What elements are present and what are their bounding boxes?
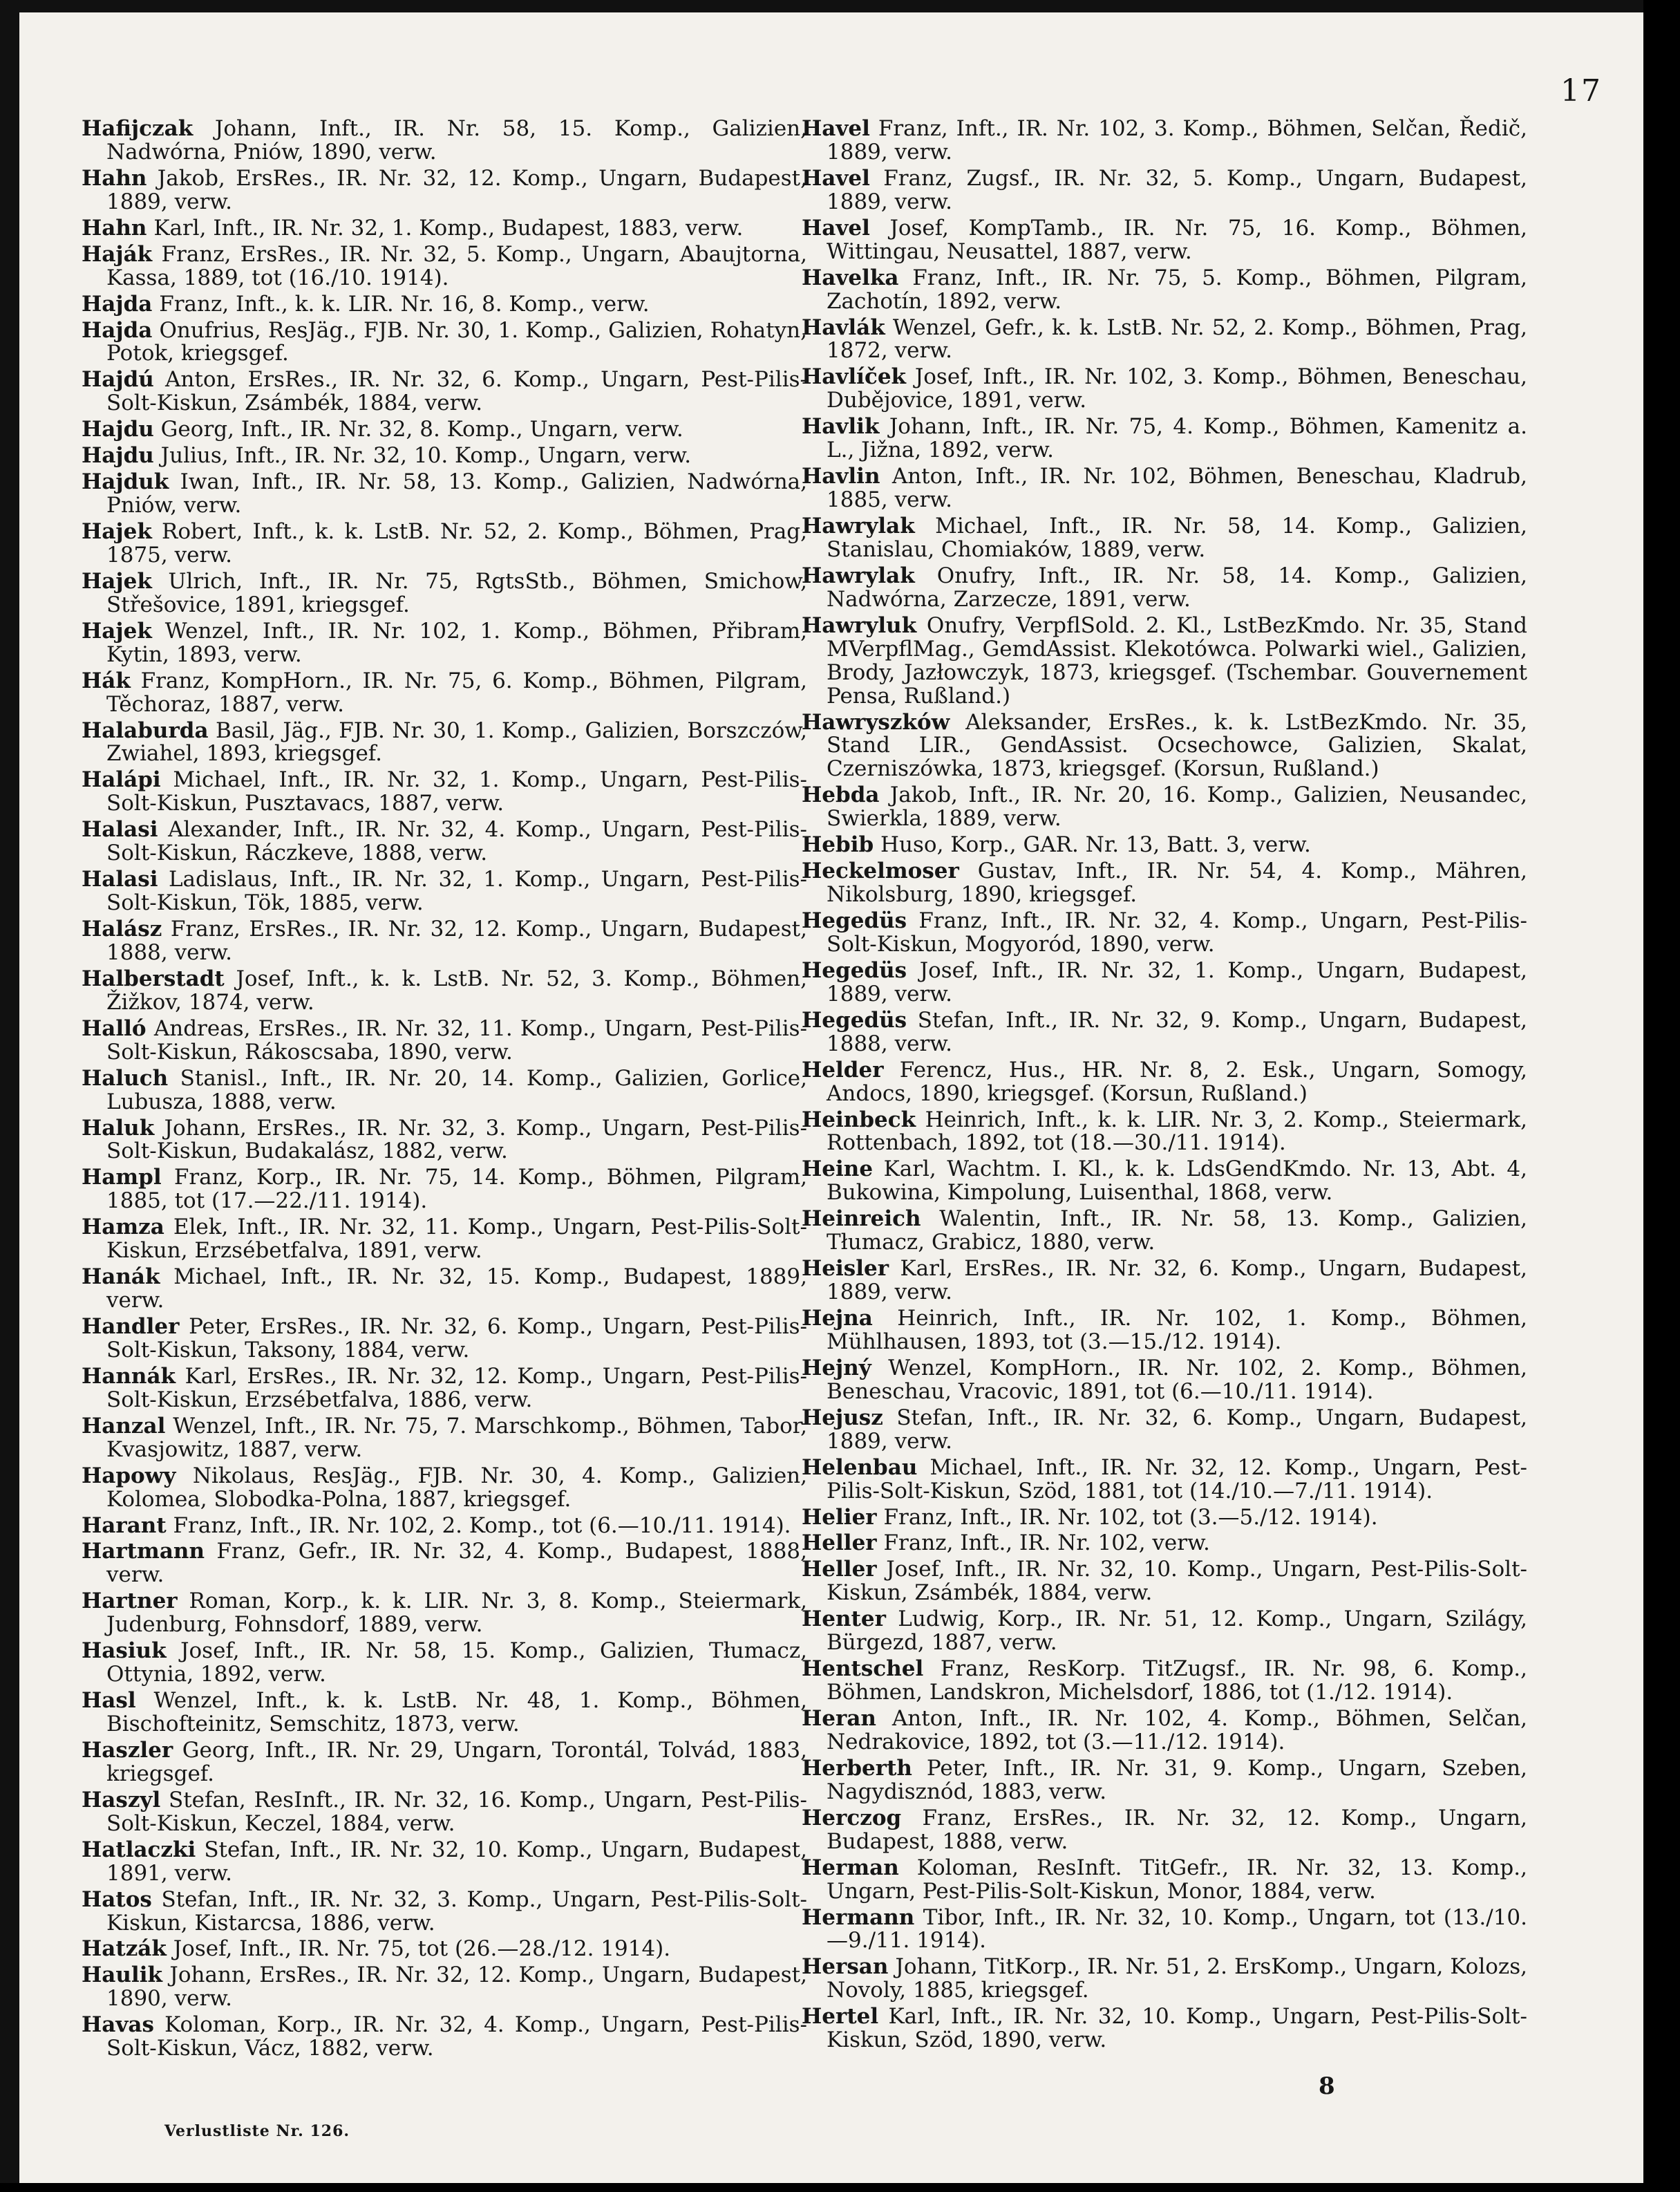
entry-surname: Havel: [802, 165, 870, 191]
entry-surname: Hawrylak: [802, 563, 915, 588]
entry-surname: Havlik: [802, 414, 880, 440]
casualty-entry: [802, 711, 1527, 782]
entry-details: Onufry, VerpflSold. 2. Kl., LstBezKmdo. Nr. 35, Stand MVerpflMag., GemdAssist. Klekotówca. Polwarki wiel., Galizien, Brody, Jazłowczyk, 1873, kriegsgef. (Tschembar. Gouvernement Pensa, Rußland.): [827, 612, 1527, 709]
entry-details: Josef, Inft., k. k. LstB. Nr. 52, 3. Komp., Böhmen, Žižkov, 1874, verw.: [106, 966, 807, 1015]
entry-surname: Hajda: [82, 317, 153, 343]
entry-surname: Havel: [802, 215, 870, 241]
entry-surname: Havel: [802, 116, 870, 141]
casualty-entry: [82, 1839, 807, 1886]
entry-details: Anton, ErsRes., IR. Nr. 32, 6. Komp., Ungarn, Pest-Pilis-Solt-Kiskun, Zsámbék, 1884, verw.: [106, 367, 807, 416]
entry-details: Wenzel, Inft., k. k. LstB. Nr. 48, 1. Komp., Böhmen, Bischofteinitz, Semschitz, 1873, verw.: [106, 1688, 807, 1736]
casualty-entry: [802, 1009, 1527, 1056]
casualty-entry: [82, 1117, 807, 1164]
casualty-entry: [802, 2005, 1527, 2052]
casualty-entry: [82, 319, 807, 366]
casualty-entry: [82, 1465, 807, 1512]
casualty-entry: [802, 1857, 1527, 1904]
entry-details: Tibor, Inft., IR. Nr. 32, 10. Komp., Ungarn, tot (13./10.—9./11. 1914).: [827, 1904, 1527, 1954]
entry-surname: Heisler: [802, 1256, 889, 1282]
casualty-entry: [82, 1739, 807, 1786]
entry-surname: Havas: [82, 2012, 154, 2038]
casualty-entry: [802, 1109, 1527, 1156]
entry-details: Julius, Inft., IR. Nr. 32, 10. Komp., Ungarn, verw.: [160, 443, 692, 469]
entry-surname: Henter: [802, 1606, 886, 1632]
entry-surname: Hegedüs: [802, 1007, 907, 1033]
casualty-entry: [802, 267, 1527, 314]
casualty-entry: [82, 444, 807, 468]
casualty-entry: [802, 1257, 1527, 1304]
casualty-entry: [82, 368, 807, 415]
casualty-entry: [802, 415, 1527, 462]
entry-details: Heinrich, Inft., k. k. LIR. Nr. 3, 2. Komp., Steiermark, Rottenbach, 1892, tot (18.—30./11. 1914).: [827, 1107, 1527, 1156]
entry-surname: Heinreich: [802, 1206, 921, 1232]
entry-details: Iwan, Inft., IR. Nr. 58, 13. Komp., Galizien, Nadwórna, Pniów, verw.: [106, 469, 807, 518]
entry-details: Franz, Inft., IR. Nr. 102, tot (3.—5./12. 1914).: [883, 1504, 1378, 1530]
entry-details: Josef, Inft., IR. Nr. 75, tot (26.—28./12. 1914).: [173, 1936, 671, 1962]
entry-surname: Haják: [82, 241, 153, 267]
casualty-entry: [82, 1938, 807, 1961]
entry-details: Elek, Inft., IR. Nr. 32, 11. Komp., Ungarn, Pest-Pilis-Solt-Kiskun, Erzsébetfalva, 1891, verw.: [106, 1215, 807, 1264]
casualty-entry: [802, 1532, 1527, 1555]
casualty-entry: [802, 1757, 1527, 1804]
entry-surname: Hersan: [802, 1954, 889, 1980]
casualty-entry: [82, 1886, 807, 1936]
casualty-entry: [802, 366, 1527, 413]
casualty-entry: [802, 1407, 1527, 1454]
entry-details: Peter, Inft., IR. Nr. 31, 9. Komp., Ungarn, Szeben, Nagydisznód, 1883, verw.: [827, 1755, 1527, 1804]
entry-details: Michael, Inft., IR. Nr. 32, 15. Komp., Budapest, 1889, verw.: [106, 1264, 807, 1313]
entry-surname: Halberstadt: [82, 966, 225, 991]
entry-surname: Hawrylak: [802, 514, 915, 538]
casualty-entry: [82, 1067, 807, 1114]
entry-details: Nikolaus, ResJäg., FJB. Nr. 30, 4. Komp., Galizien, Kolomea, Slobodka-Polna, 1887, kriegsgef.: [106, 1463, 807, 1512]
entry-surname: Hamza: [82, 1215, 164, 1240]
entry-details: Koloman, Korp., IR. Nr. 32, 4. Komp., Ungarn, Pest-Pilis-Solt-Kiskun, Vácz, 1882, verw.: [106, 2012, 807, 2061]
casualty-entry: [802, 860, 1527, 907]
entry-surname: Herczog: [802, 1805, 902, 1830]
entry-details: Roman, Korp., k. k. LIR. Nr. 3, 8. Komp., Steiermark, Judenburg, Fohnsdorf, 1889, verw.: [106, 1589, 807, 1638]
entry-details: Franz, Korp., IR. Nr. 75, 14. Komp., Böhmen, Pilgram, 1885, tot (17.—22./11. 1914).: [106, 1165, 807, 1214]
entry-surname: Hapowy: [82, 1463, 176, 1488]
casualty-entry: [82, 1415, 807, 1462]
casualty-entry: [82, 1590, 807, 1637]
casualty-entry: [802, 1658, 1527, 1705]
casualty-entry: [802, 317, 1527, 364]
entry-details: Josef, Inft., IR. Nr. 102, 3. Komp., Böhmen, Beneschau, Dubějovice, 1891, verw.: [827, 364, 1527, 413]
entry-surname: Haszler: [82, 1737, 173, 1763]
entry-details: Anton, Inft., IR. Nr. 102, Böhmen, Beneschau, Kladrub, 1885, verw.: [827, 464, 1527, 513]
entry-details: Robert, Inft., k. k. LstB. Nr. 52, 2. Komp., Böhmen, Prag, 1875, verw.: [106, 519, 807, 568]
casualty-entry: [82, 1964, 807, 2011]
entry-surname: Hasl: [82, 1688, 136, 1714]
casualty-entry: [802, 1357, 1527, 1404]
entry-surname: Hartner: [82, 1589, 178, 1614]
entry-details: Johann, Inft., IR. Nr. 58, 15. Komp., Galizien, Nadwórna, Pniów, 1890, verw.: [106, 116, 808, 165]
entry-surname: Hawryluk: [802, 612, 917, 638]
entry-surname: Hentschel: [802, 1656, 924, 1682]
right-column: [802, 118, 1527, 2055]
entry-details: Ulrich, Inft., IR. Nr. 75, RgtsStb., Böhmen, Smichow, Střešovice, 1891, kriegsgef.: [106, 568, 807, 617]
entry-surname: Harant: [82, 1512, 167, 1538]
casualty-entry: [802, 959, 1527, 1006]
casualty-entry: [802, 1456, 1527, 1504]
entry-surname: Havlák: [802, 315, 885, 340]
entry-details: Franz, Zugsf., IR. Nr. 32, 5. Komp., Ungarn, Budapest, 1889, verw.: [827, 165, 1527, 214]
casualty-entry: [82, 418, 807, 442]
entry-details: Franz, Inft., IR. Nr. 102, verw.: [883, 1530, 1210, 1556]
casualty-entry: [82, 293, 807, 317]
casualty-entry: [802, 1059, 1527, 1106]
entry-surname: Hatzák: [82, 1936, 167, 1962]
entry-surname: Hejusz: [802, 1405, 883, 1430]
entry-details: Josef, Inft., IR. Nr. 32, 10. Komp., Ungarn, Pest-Pilis-Solt-Kiskun, Zsámbék, 1884, verw.: [827, 1557, 1528, 1606]
entry-details: Franz, Inft., IR. Nr. 32, 4. Komp., Ungarn, Pest-Pilis-Solt-Kiskun, Mogyoród, 1890, verw.: [827, 908, 1527, 957]
entry-details: Jakob, Inft., IR. Nr. 20, 16. Komp., Galizien, Neusandec, Swierkla, 1889, verw.: [827, 783, 1528, 832]
scan-border-bottom: [0, 2183, 1680, 2192]
entry-surname: Handler: [82, 1314, 180, 1339]
entry-details: Franz, Inft., k. k. LIR. Nr. 16, 8. Komp., verw.: [159, 291, 650, 317]
casualty-entry: [82, 570, 807, 617]
casualty-entry: [82, 1015, 807, 1065]
entry-details: Wenzel, KompHorn., IR. Nr. 102, 2. Komp., Böhmen, Beneschau, Vracovic, 1891, tot (6.—10./11. 1914).: [827, 1355, 1527, 1404]
entry-details: Gustav, Inft., IR. Nr. 54, 4. Komp., Mähren, Nikolsburg, 1890, kriegsgef.: [827, 859, 1527, 908]
casualty-entry: [802, 217, 1527, 264]
entry-surname: Heinbeck: [802, 1107, 916, 1132]
entry-details: Josef, Inft., IR. Nr. 58, 15. Komp., Galizien, Tłumacz, Ottynia, 1892, verw.: [106, 1638, 807, 1687]
entry-details: Heinrich, Inft., IR. Nr. 102, 1. Komp., Böhmen, Mühlhausen, 1893, tot (3.—15./12. 1914).: [827, 1306, 1528, 1354]
entry-surname: Hajdu: [82, 417, 154, 442]
casualty-entry: [82, 217, 807, 241]
entry-details: Karl, ErsRes., IR. Nr. 32, 12. Komp., Ungarn, Pest-Pilis-Solt-Kiskun, Erzsébetfalva, 1886, verw.: [106, 1363, 807, 1412]
entry-details: Michael, Inft., IR. Nr. 32, 12. Komp., Ungarn, Pest-Pilis-Solt-Kiskun, Szöd, 1881, tot (14./10.—7./11. 1914).: [827, 1454, 1527, 1504]
entry-details: Johann, TitKorp., IR. Nr. 51, 2. ErsKomp., Ungarn, Kolozs, Novoly, 1885, kriegsgef.: [827, 1954, 1527, 2003]
entry-details: Wenzel, Gefr., k. k. LstB. Nr. 52, 2. Komp., Böhmen, Prag, 1872, verw.: [827, 315, 1527, 364]
entry-details: Franz, ErsRes., IR. Nr. 32, 12. Komp., Ungarn, Budapest, 1888, verw.: [106, 917, 807, 965]
entry-surname: Halaburda: [82, 718, 209, 743]
entry-surname: Hanák: [82, 1264, 160, 1290]
entry-details: Onufrius, ResJäg., FJB. Nr. 30, 1. Komp., Galizien, Rohatyn, Potok, kriegsgef.: [106, 317, 807, 366]
entry-surname: Haszyl: [82, 1787, 161, 1812]
entry-details: Onufry, Inft., IR. Nr. 58, 14. Komp., Galizien, Nadwórna, Zarzecze, 1891, verw.: [827, 563, 1528, 612]
entry-details: Stefan, Inft., IR. Nr. 32, 9. Komp., Ungarn, Budapest, 1888, verw.: [827, 1007, 1527, 1056]
entry-details: Karl, Inft., IR. Nr. 32, 1. Komp., Budapest, 1883, verw.: [153, 215, 744, 241]
entry-details: Johann, Inft., IR. Nr. 75, 4. Komp., Böhmen, Kamenitz a. L., Jižna, 1892, verw.: [827, 414, 1527, 463]
casualty-entry: [82, 471, 807, 518]
entry-surname: Hatos: [82, 1886, 152, 1912]
casualty-entry: [802, 1904, 1527, 1954]
entry-surname: Hampl: [82, 1165, 162, 1190]
entry-surname: Halasi: [82, 817, 158, 843]
entry-surname: Halápi: [82, 767, 161, 793]
casualty-entry: [802, 167, 1527, 214]
casualty-entry: [802, 465, 1527, 512]
scan-border-right: [1643, 0, 1680, 2192]
casualty-entry: [82, 1266, 807, 1313]
entry-details: Huso, Korp., GAR. Nr. 13, Batt. 3, verw.: [880, 832, 1311, 858]
entry-details: Stanisl., Inft., IR. Nr. 20, 14. Komp., Galizien, Gorlice, Lubusza, 1888, verw.: [106, 1065, 808, 1114]
entry-surname: Heller: [802, 1557, 877, 1582]
entry-details: Stefan, Inft., IR. Nr. 32, 6. Komp., Ungarn, Budapest, 1889, verw.: [827, 1405, 1527, 1454]
entry-details: Johann, ErsRes., IR. Nr. 32, 3. Komp., Ungarn, Pest-Pilis-Solt-Kiskun, Budakalász, 1882, verw.: [106, 1115, 807, 1164]
casualty-entry: [802, 910, 1527, 957]
entry-surname: Haluk: [82, 1115, 155, 1141]
casualty-entry: [802, 1307, 1527, 1354]
casualty-entry: [802, 1208, 1527, 1255]
entry-surname: Herberth: [802, 1755, 912, 1781]
entry-surname: Hasiuk: [82, 1638, 167, 1664]
casualty-entry: [82, 1315, 807, 1362]
entry-details: Ludwig, Korp., IR. Nr. 51, 12. Komp., Ungarn, Szilágy, Bürgezd, 1887, verw.: [827, 1606, 1527, 1656]
casualty-entry: [802, 565, 1527, 612]
entry-surname: Hegedüs: [802, 957, 907, 983]
entry-surname: Haulik: [82, 1963, 162, 1988]
casualty-entry: [82, 1166, 807, 1213]
entry-surname: Hertel: [802, 2004, 879, 2030]
entry-surname: Halasi: [82, 867, 158, 892]
casualty-entry: [802, 1608, 1527, 1655]
entry-details: Jakob, ErsRes., IR. Nr. 32, 12. Komp., Ungarn, Budapest, 1889, verw.: [106, 165, 807, 214]
entry-surname: Heller: [802, 1530, 877, 1556]
casualty-entry: [802, 834, 1527, 857]
entry-surname: Hahn: [82, 165, 147, 191]
casualty-entry: [82, 167, 807, 214]
casualty-entry: [82, 2014, 807, 2061]
entry-surname: Helenbau: [802, 1454, 918, 1480]
entry-surname: Hawryszków: [802, 709, 950, 735]
entry-details: Franz, ResKorp. TitZugsf., IR. Nr. 98, 6. Komp., Böhmen, Landskron, Michelsdorf, 1886, tot (1./12. 1914).: [827, 1656, 1528, 1705]
entry-surname: Havlíček: [802, 364, 907, 390]
entry-surname: Hanzal: [82, 1413, 166, 1439]
casualty-entry: [82, 118, 807, 165]
entry-surname: Hafijczak: [82, 116, 194, 141]
entry-surname: Hatlaczki: [82, 1837, 196, 1862]
casualty-entry: [802, 1707, 1527, 1754]
entry-details: Wenzel, Inft., IR. Nr. 75, 7. Marschkomp., Böhmen, Tabor, Kvasjowitz, 1887, verw.: [106, 1413, 808, 1462]
entry-details: Karl, ErsRes., IR. Nr. 32, 6. Komp., Ungarn, Budapest, 1889, verw.: [827, 1256, 1527, 1305]
entry-details: Ladislaus, Inft., IR. Nr. 32, 1. Komp., Ungarn, Pest-Pilis-Solt-Kiskun, Tök, 1885, verw.: [106, 867, 807, 916]
entry-surname: Hajek: [82, 519, 152, 544]
casualty-entry: [82, 968, 807, 1015]
entry-details: Stefan, Inft., IR. Nr. 32, 3. Komp., Ungarn, Pest-Pilis-Solt-Kiskun, Kistarcsa, 1886, verw.: [106, 1886, 807, 1936]
casualty-entry: [802, 1956, 1527, 2003]
entry-details: Josef, Inft., IR. Nr. 32, 1. Komp., Ungarn, Budapest, 1889, verw.: [827, 957, 1527, 1006]
footer-note: Verlustliste Nr. 126.: [164, 2122, 350, 2140]
left-column: [82, 118, 807, 2063]
casualty-entry: [82, 918, 807, 965]
entry-surname: Halló: [82, 1015, 147, 1041]
entry-surname: Hahn: [82, 215, 147, 241]
entry-surname: Hajdu: [82, 443, 154, 469]
page-number: 17: [1560, 73, 1602, 109]
casualty-entry: [802, 1506, 1527, 1530]
entry-details: Andreas, ErsRes., IR. Nr. 32, 11. Komp., Ungarn, Pest-Pilis-Solt-Kiskun, Rákoscsaba, 1890, verw.: [106, 1015, 807, 1065]
entry-details: Walentin, Inft., IR. Nr. 58, 13. Komp., Galizien, Tłumacz, Grabicz, 1880, verw.: [827, 1206, 1527, 1255]
document-page: [19, 12, 1643, 2183]
casualty-entry: [802, 1158, 1527, 1205]
entry-surname: Havelka: [802, 265, 899, 290]
entry-surname: Heran: [802, 1706, 876, 1731]
casualty-entry: [82, 1640, 807, 1687]
casualty-entry: [82, 1540, 807, 1587]
entry-surname: Hajek: [82, 618, 152, 644]
entry-details: Franz, KompHorn., IR. Nr. 75, 6. Komp., Böhmen, Pilgram, Těchoraz, 1887, verw.: [106, 668, 808, 717]
entry-surname: Hartmann: [82, 1539, 205, 1564]
casualty-entry: [82, 868, 807, 915]
entry-surname: Hajdú: [82, 367, 154, 393]
casualty-entry: [802, 1558, 1527, 1605]
casualty-entry: [802, 1807, 1527, 1854]
printer-signature: 8: [1319, 2072, 1335, 2100]
entry-details: Michael, Inft., IR. Nr. 32, 1. Komp., Ungarn, Pest-Pilis-Solt-Kiskun, Pusztavacs, 1887, verw.: [106, 767, 808, 816]
entry-surname: Hebda: [802, 783, 880, 808]
casualty-entry: [82, 670, 807, 717]
entry-details: Stefan, Inft., IR. Nr. 32, 10. Komp., Ungarn, Budapest, 1891, verw.: [106, 1837, 807, 1886]
entry-surname: Heckelmoser: [802, 859, 959, 884]
entry-details: Stefan, ResInft., IR. Nr. 32, 16. Komp., Ungarn, Pest-Pilis-Solt-Kiskun, Keczel, 1884, verw.: [106, 1787, 807, 1836]
entry-surname: Helder: [802, 1057, 884, 1083]
casualty-entry: [82, 521, 807, 568]
casualty-entry: [802, 118, 1527, 165]
entry-details: Franz, Inft., IR. Nr. 102, 2. Komp., tot (6.—10./11. 1914).: [173, 1512, 791, 1538]
casualty-entry: [82, 1512, 807, 1538]
casualty-entry: [82, 1216, 807, 1263]
entry-details: Franz, ErsRes., IR. Nr. 32, 5. Komp., Ungarn, Abaujtorna, Kassa, 1889, tot (16./10. 1914).: [106, 241, 807, 290]
entry-surname: Hák: [82, 668, 131, 693]
entry-surname: Havlin: [802, 464, 880, 489]
casualty-entry: [82, 620, 807, 667]
casualty-entry: [802, 784, 1527, 831]
entry-surname: Hejna: [802, 1306, 873, 1331]
entry-details: Georg, Inft., IR. Nr. 32, 8. Komp., Ungarn, verw.: [160, 417, 683, 442]
casualty-entry: [82, 1789, 807, 1836]
entry-details: Karl, Wachtm. I. Kl., k. k. LdsGendKmdo. Nr. 13, Abt. 4, Bukowina, Kimpolung, Luisenthal, 1868, verw.: [827, 1156, 1527, 1206]
casualty-entry: [802, 612, 1527, 709]
entry-details: Aleksander, ErsRes., k. k. LstBezKmdo. Nr. 35, Stand LIR., GendAssist. Ocsechowce, Galizien, Skalat, Czerniszówka, 1873, kriegsgef. (Korsun, Rußland.): [827, 709, 1527, 782]
entry-details: Basil, Jäg., FJB. Nr. 30, 1. Komp., Galizien, Borszczów, Zwiahel, 1893, kriegsgef.: [106, 718, 807, 767]
entry-surname: Haluch: [82, 1065, 169, 1091]
entry-details: Georg, Inft., IR. Nr. 29, Ungarn, Torontál, Tolvád, 1883, kriegsgef.: [106, 1737, 807, 1786]
entry-details: Karl, Inft., IR. Nr. 32, 10. Komp., Ungarn, Pest-Pilis-Solt-Kiskun, Szöd, 1890, verw.: [827, 2004, 1527, 2053]
entry-details: Wenzel, Inft., IR. Nr. 102, 1. Komp., Böhmen, Přibram, Kytin, 1893, verw.: [106, 618, 807, 667]
casualty-entry: [802, 515, 1527, 562]
entry-details: Ferencz, Hus., HR. Nr. 8, 2. Esk., Ungarn, Somogy, Andocs, 1890, kriegsgef. (Korsun, Rußland.): [827, 1057, 1527, 1106]
entry-details: Peter, ErsRes., IR. Nr. 32, 6. Komp., Ungarn, Pest-Pilis-Solt-Kiskun, Taksony, 1884, verw.: [106, 1314, 808, 1362]
entry-surname: Hajda: [82, 291, 153, 317]
casualty-entry: [82, 769, 807, 816]
entry-details: Johann, ErsRes., IR. Nr. 32, 12. Komp., Ungarn, Budapest, 1890, verw.: [106, 1963, 807, 2012]
entry-surname: Hannák: [82, 1363, 176, 1389]
entry-surname: Heine: [802, 1156, 874, 1182]
entry-details: Franz, Inft., IR. Nr. 102, 3. Komp., Böhmen, Selčan, Ředič, 1889, verw.: [827, 116, 1527, 165]
casualty-entry: [82, 243, 807, 290]
entry-surname: Hermann: [802, 1904, 915, 1930]
casualty-entry: [82, 1689, 807, 1736]
entry-details: Josef, KompTamb., IR. Nr. 75, 16. Komp., Böhmen, Wittingau, Neusattel, 1887, verw.: [827, 215, 1527, 264]
entry-details: Franz, Inft., IR. Nr. 75, 5. Komp., Böhmen, Pilgram, Zachotín, 1892, verw.: [827, 265, 1527, 314]
entry-details: Franz, Gefr., IR. Nr. 32, 4. Komp., Budapest, 1888, verw.: [106, 1539, 808, 1588]
entry-details: Franz, ErsRes., IR. Nr. 32, 12. Komp., Ungarn, Budapest, 1888, verw.: [827, 1805, 1528, 1854]
entry-details: Koloman, ResInft. TitGefr., IR. Nr. 32, 13. Komp., Ungarn, Pest-Pilis-Solt-Kiskun, Monor, 1884, verw.: [827, 1855, 1527, 1904]
entry-surname: Hejný: [802, 1355, 871, 1380]
entry-surname: Halász: [82, 917, 162, 942]
entry-surname: Hajduk: [82, 469, 169, 495]
entry-details: Alexander, Inft., IR. Nr. 32, 4. Komp., Ungarn, Pest-Pilis-Solt-Kiskun, Ráczkeve, 1888, verw.: [106, 817, 807, 866]
entry-details: Michael, Inft., IR. Nr. 58, 14. Komp., Galizien, Stanislau, Chomiaków, 1889, verw.: [827, 514, 1527, 562]
casualty-entry: [82, 720, 807, 767]
casualty-entry: [82, 818, 807, 865]
entry-surname: Hajek: [82, 568, 152, 594]
entry-details: Anton, Inft., IR. Nr. 102, 4. Komp., Böhmen, Selčan, Nedrakovice, 1892, tot (3.—11./12. 1914).: [827, 1706, 1527, 1754]
entry-surname: Hebib: [802, 832, 874, 858]
entry-surname: Herman: [802, 1855, 899, 1880]
casualty-entry: [82, 1365, 807, 1412]
entry-surname: Hegedüs: [802, 908, 907, 933]
entry-surname: Helier: [802, 1504, 877, 1530]
